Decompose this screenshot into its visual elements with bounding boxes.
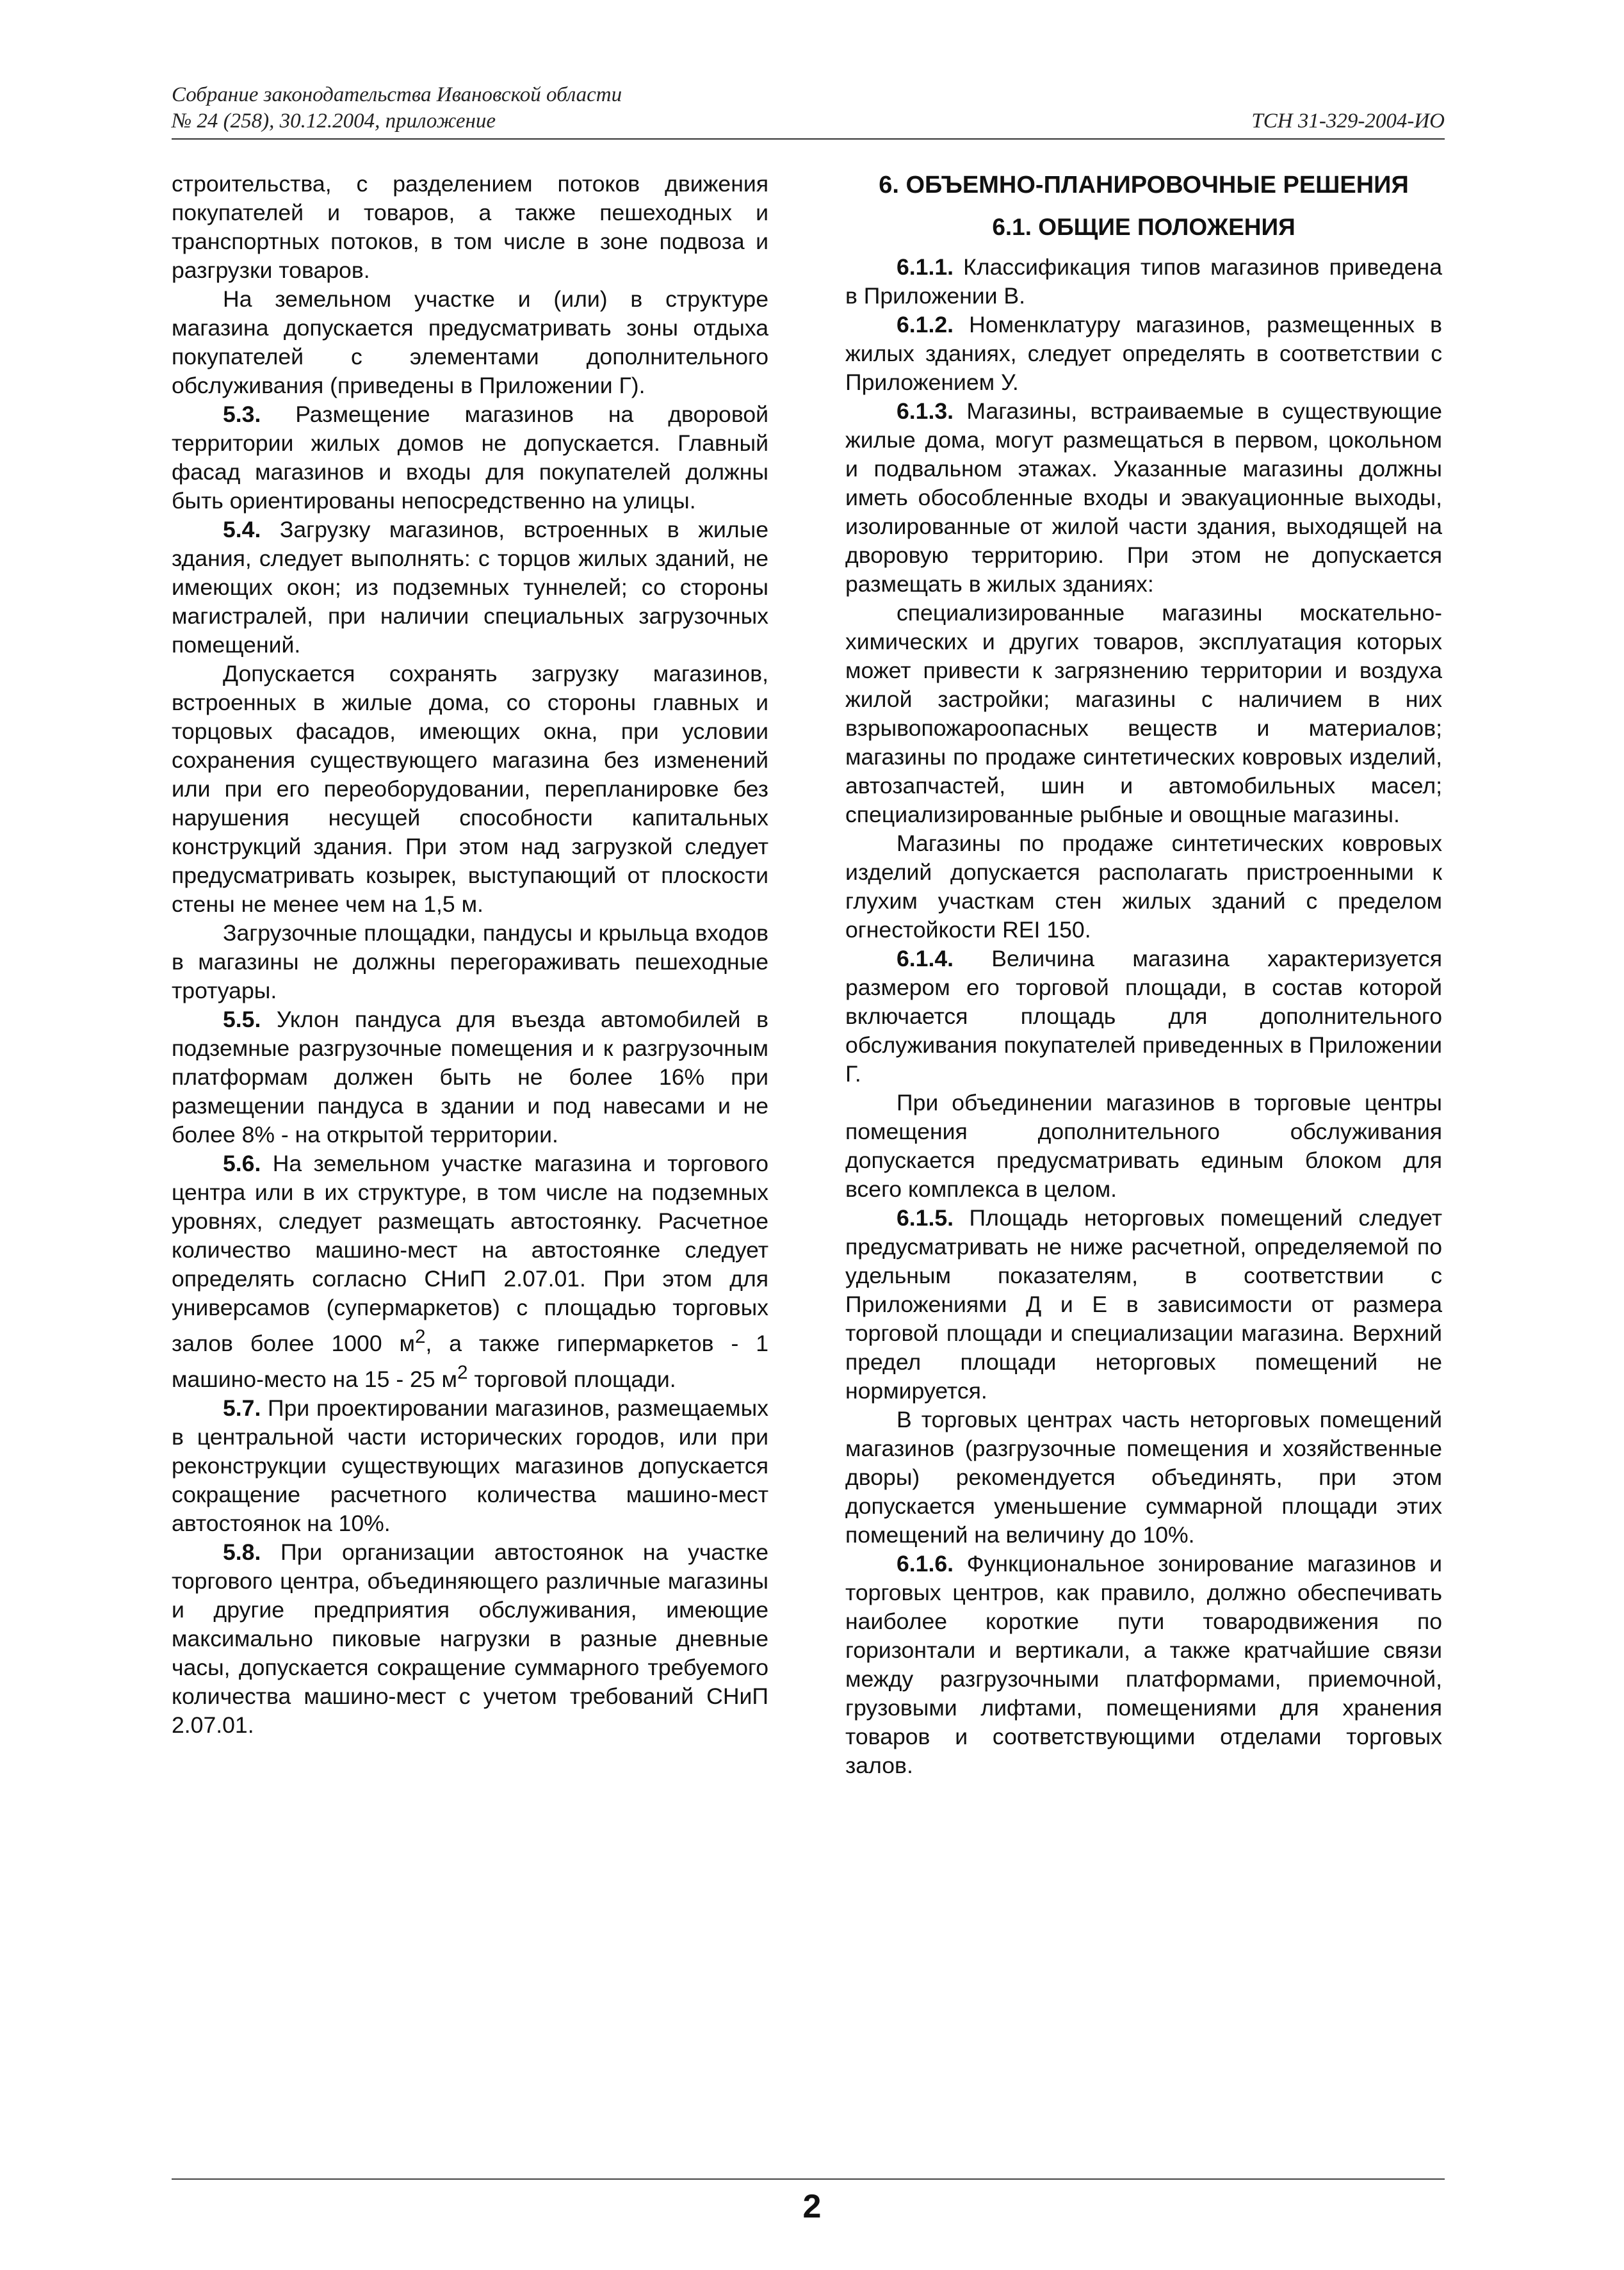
clause-number: 5.5. — [223, 1007, 261, 1032]
superscript: 2 — [414, 1326, 426, 1347]
clause-5-3 — [172, 400, 768, 515]
paragraph: На земельном участке и (или) в структуре магазина допускается предусматривать зоны отдыха покупателей с элементами дополнительного обслуживания (приведены в Приложении Г). — [172, 286, 768, 398]
clause-number: 6.1.6. — [897, 1551, 954, 1577]
clause-6-1-4 — [845, 944, 1442, 1089]
clause-number: 5.4. — [223, 517, 261, 542]
clause-5-4 — [172, 515, 768, 660]
right-column — [845, 170, 1442, 1780]
clause-6-1-1 — [845, 253, 1442, 311]
page-number: 2 — [802, 2188, 822, 2225]
clause-number: 6.1.5. — [897, 1205, 954, 1231]
clause-number: 6.1.4. — [897, 946, 954, 971]
paragraph: строительства, с разделением потоков движения покупателей и товаров, а также пешеходных и транспортных потоков, в том числе в зоне подвоза и разгрузки товаров. — [172, 171, 768, 283]
paragraph: Магазины по продаже синтетических ковровых изделий допускается располагать пристроенными к глухим участкам стен жилых зданий с пределом огнестойкости REI 150. — [845, 831, 1442, 943]
clause-5-7 — [172, 1394, 768, 1538]
clause-6-1-3 — [845, 397, 1442, 599]
clause-text: При проектировании магазинов, размещаемых в центральной части исторических городов, или при реконструкции существующих магазинов допускается сокращение расчетного количества машино-мест автостоянок на 10%. — [172, 1395, 768, 1536]
section-title: 6. ОБЪЕМНО-ПЛАНИРОВОЧНЫЕ РЕШЕНИЯ — [879, 172, 1409, 199]
header-line-1: Собрание законодательства Ивановской области — [172, 83, 622, 106]
header-rule — [172, 138, 1445, 140]
clause-text: Величина магазина характеризуется размером его торговой площади, в состав которой включается площадь для дополнительного обслуживания покупателей приведенных в Приложении Г. — [845, 946, 1442, 1087]
clause-5-8 — [172, 1538, 768, 1740]
paragraph: Загрузочные площадки, пандусы и крыльца входов в магазины не должны перегораживать пешеходные тротуары. — [172, 920, 768, 1003]
clause-text: , а также гипермаркетов - 1 машино-место на 15 - 25 м — [172, 1330, 768, 1392]
subsection-title: 6.1. ОБЩИЕ ПОЛОЖЕНИЯ — [992, 214, 1295, 240]
paragraph: Допускается сохранять загрузку магазинов, встроенных в жилые дома, со стороны главных и торцовых фасадов, имеющих окна, при условии сохранения существующего магазина без изменений или при его переоборудовании, перепланировке без нарушения несущей способности капитальных конструкций здания. При этом над загрузкой следует предусматривать козырек, выступающий от плоскости стены не менее чем на 1,5 м. — [172, 661, 768, 917]
clause-5-6 — [172, 1149, 768, 1394]
clause-text: При организации автостоянок на участке торгового центра, объединяющего различные магазины и другие предприятия обслуживания, имеющие максимально пиковые нагрузки в разные дневные часы, допускается сокращение суммарного требуемого количества машино-мест с учетом требований СНиП 2.07.01. — [172, 1539, 768, 1738]
clause-number: 6.1.2. — [897, 312, 954, 337]
clause-text: Функциональное зонирование магазинов и торговых центров, как правило, должно обеспечивать наиболее короткие пути товародвижения по горизонтали и вертикали, а также кратчайшие связи между разгрузочными платформами, приемочной, грузовыми лифтами, помещениями для хранения товаров и соответствующими отделами торговых залов. — [845, 1551, 1442, 1778]
clause-text: Классификация типов магазинов приведена в Приложении В. — [845, 254, 1442, 309]
left-column — [172, 170, 768, 1740]
clause-number: 5.3. — [223, 401, 261, 427]
header-line-2: № 24 (258), 30.12.2004, приложение — [172, 109, 496, 133]
clause-6-1-2 — [845, 311, 1442, 397]
running-header — [172, 82, 1445, 140]
superscript: 2 — [457, 1361, 468, 1383]
clause-number: 5.8. — [223, 1539, 261, 1565]
clause-text: Номенклатуру магазинов, размещенных в жилых зданиях, следует определять в соответствии с Приложением У. — [845, 312, 1442, 395]
clause-text: торговой площади. — [467, 1366, 676, 1392]
clause-5-5 — [172, 1005, 768, 1149]
paragraph: В торговых центрах часть неторговых помещений магазинов (разгрузочные помещения и хозяйственные дворы) рекомендуется объединять, при этом допускается уменьшение суммарной площади этих помещений на величину до 10%. — [845, 1407, 1442, 1548]
clause-text: Уклон пандуса для въезда автомобилей в подземные разгрузочные помещения и к разгрузочным платформам должен быть не более 16% при размещении пандуса в здании и под навесами и не более 8% - на открытой территории. — [172, 1007, 768, 1147]
clause-6-1-6 — [845, 1550, 1442, 1780]
header-publication — [172, 82, 622, 134]
clause-text: Размещение магазинов на дворовой территории жилых домов не допускается. Главный фасад магазинов и входы для покупателей должны быть ориентированы непосредственно на улицы. — [172, 401, 768, 514]
clause-text: Площадь неторговых помещений следует предусматривать не ниже расчетной, определяемой по удельным показателям, в соответствии с Приложениями Д и Е в зависимости от размера торговой площади и специализации магазина. Верхний предел площади неторговых помещений не нормируется. — [845, 1205, 1442, 1404]
clause-number: 6.1.3. — [897, 398, 954, 424]
clause-number: 5.7. — [223, 1395, 261, 1421]
clause-6-1-5 — [845, 1204, 1442, 1406]
header-document-code: ТСН 31-329-2004-ИО — [1251, 109, 1445, 133]
clause-number: 5.6. — [223, 1151, 261, 1176]
paragraph: При объединении магазинов в торговые центры помещения дополнительного обслуживания допускается предусматривать единым блоком для всего комплекса в целом. — [845, 1090, 1442, 1202]
footer-rule — [172, 2178, 1445, 2180]
clause-text: Магазины, встраиваемые в существующие жилые дома, могут размещаться в первом, цокольном и подвальном этажах. Указанные магазины должны иметь обособленные входы и эвакуационные выходы, изолированные от жилой части здания, выходящей на дворовую территорию. При этом не допускается размещать в жилых зданиях: — [845, 398, 1442, 597]
clause-number: 6.1.1. — [897, 254, 954, 280]
clause-text: Загрузку магазинов, встроенных в жилые здания, следует выполнять: с торцов жилых зданий, не имеющих окон; из подземных туннелей; со стороны магистралей, при наличии специальных загрузочных помещений. — [172, 517, 768, 658]
paragraph: специализированные магазины москательно-химических и других товаров, эксплуатация которых может привести к загрязнению территории и воздуха жилой застройки; магазины с наличием в них взрывопожароопасных веществ и материалов; магазины по продаже синтетических ковровых изделий, автозапчастей, шин и автомобильных масел; специализированные рыбные и овощные магазины. — [845, 600, 1442, 827]
clause-text: На земельном участке магазина и торгового центра или в их структуре, в том числе на подземных уровнях, следует размещать автостоянку. Расчетное количество машино-мест на автостоянке следует определять согласно СНиП 2.07.01. При этом для универсамов (супермаркетов) с площадью торговых залов более 1000 м — [172, 1151, 768, 1356]
